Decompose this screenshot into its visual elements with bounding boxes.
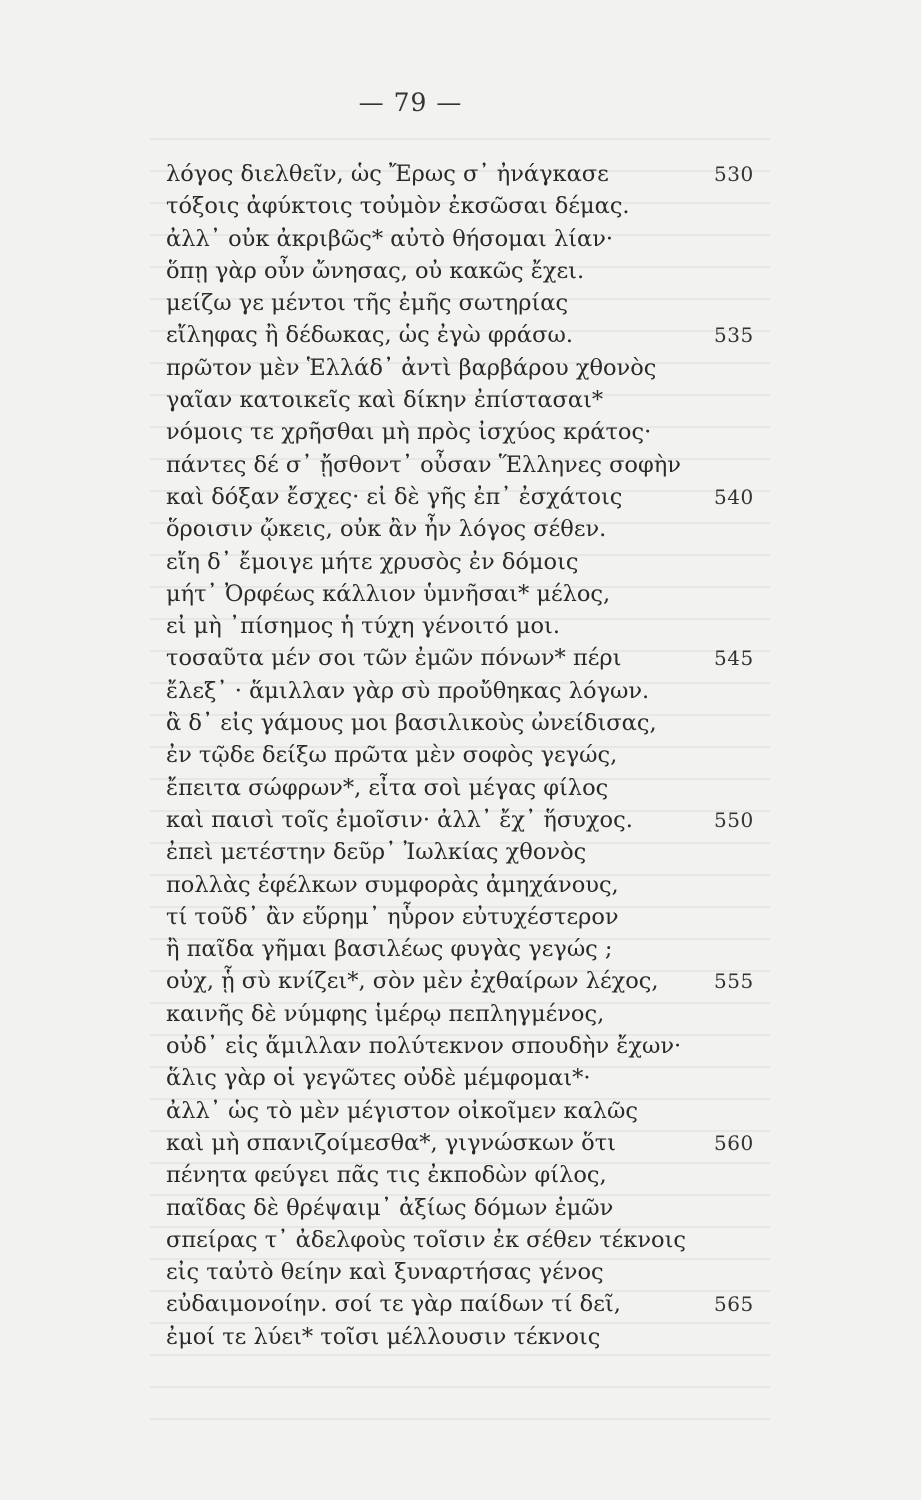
- line-number: 540: [714, 484, 754, 509]
- verse-line: [166, 965, 766, 997]
- verse-line: [166, 869, 766, 901]
- verse-text: ἐν τῷδε δείξω πρῶτα μὲν σοφὸς γεγώς,: [166, 742, 618, 769]
- line-number: 535: [714, 323, 754, 348]
- verse-line: [166, 1159, 766, 1191]
- verse-text: ἐμοί τε λύει* τοῖσι μέλλουσιν τέκνοις: [166, 1323, 601, 1350]
- verse-text: μήτ᾽ Ὀρφέως κάλλιον ὑμνῆσαι* μέλος,: [166, 580, 611, 607]
- verse-text: εἴληφας ἢ δέδωκας, ὡς ἐγὼ φράσω.: [166, 322, 573, 349]
- verse-line: [166, 1095, 766, 1127]
- verse-text: τί τοῦδ᾽ ἂν εὕρημ᾽ ηὗρον εὐτυχέστερον: [166, 903, 619, 930]
- verse-text: καὶ παισὶ τοῖς ἐμοῖσιν· ἀλλ᾽ ἔχ᾽ ἥσυχος.: [166, 806, 633, 833]
- verse-text: τόξοις ἀφύκτοις τοὐμὸν ἐκσῶσαι δέμας.: [166, 193, 630, 220]
- page-number: — 79 —: [358, 88, 463, 117]
- verse-block: [166, 158, 766, 1353]
- verse-line: [166, 1192, 766, 1224]
- verse-line: [166, 223, 766, 255]
- verse-text: λόγος διελθεῖν, ὡς Ἔρως σ᾽ ἠνάγκασε: [166, 161, 609, 187]
- verse-text: παῖδας δὲ θρέψαιμ᾽ ἀξίως δόμων ἐμῶν: [166, 1194, 614, 1221]
- line-number: 560: [714, 1130, 754, 1155]
- verse-line: [166, 449, 766, 481]
- verse-line: [166, 255, 766, 287]
- verse-line: [166, 546, 766, 578]
- verse-line: [166, 933, 766, 965]
- verse-text: οὐδ᾽ εἰς ἅμιλλαν πολύτεκνον σπουδὴν ἔχων·: [166, 1033, 682, 1060]
- verse-line: [166, 1030, 766, 1062]
- verse-text: τοσαῦτα μέν σοι τῶν ἐμῶν πόνων* πέρι: [166, 645, 622, 672]
- verse-text: ἔλεξ᾽ · ἅμιλλαν γὰρ σὺ προὔθηκας λόγων.: [166, 677, 650, 704]
- verse-line: [166, 642, 766, 674]
- verse-text: καὶ μὴ σπανιζοίμεσθα*, γιγνώσκων ὅτι: [166, 1129, 616, 1156]
- verse-text: ἐπεὶ μετέστην δεῦρ᾽ Ἰωλκίας χθονὸς: [166, 839, 587, 866]
- verse-text: εἰ μὴ ᾽πίσημος ἡ τύχη γένοιτό μοι.: [166, 613, 560, 640]
- verse-text: πρῶτον μὲν Ἑλλάδ᾽ ἀντὶ βαρβάρου χθονὸς: [166, 354, 657, 381]
- verse-text: εἴη δ᾽ ἔμοιγε μήτε χρυσὸς ἐν δόμοις: [166, 548, 579, 575]
- verse-text: ὅπῃ γὰρ οὖν ὤνησας, οὐ κακῶς ἔχει.: [166, 257, 585, 284]
- line-number: 565: [714, 1292, 754, 1317]
- line-number: 550: [714, 807, 754, 832]
- line-number: 530: [714, 162, 754, 186]
- verse-line: [166, 675, 766, 707]
- verse-line: [166, 190, 766, 222]
- verse-text: ἀλλ᾽ οὐκ ἀκριβῶς* αὐτὸ θήσομαι λίαν·: [166, 225, 614, 252]
- verse-line: [166, 1256, 766, 1288]
- verse-text: πολλὰς ἐφέλκων συμφορὰς ἀμηχάνους,: [166, 871, 619, 898]
- line-number: 545: [714, 646, 754, 671]
- verse-text: εἰς ταὐτὸ θείην καὶ ξυναρτήσας γένος: [166, 1259, 604, 1286]
- verse-line: [166, 1062, 766, 1094]
- verse-line: [166, 804, 766, 836]
- verse-text: ὅροισιν ᾤκεις, οὐκ ἂν ἦν λόγος σέθεν.: [166, 516, 607, 543]
- verse-line: [166, 287, 766, 319]
- verse-line: [166, 578, 766, 610]
- verse-text: οὐχ, ᾗ σὺ κνίζει*, σὸν μὲν ἐχθαίρων λέχος,: [166, 968, 659, 995]
- verse-line: [166, 707, 766, 739]
- verse-line: [166, 772, 766, 804]
- verse-text: ἔπειτα σώφρων*, εἶτα σοὶ μέγας φίλος: [166, 774, 609, 801]
- verse-text: εὐδαιμονοίην. σοί τε γὰρ παίδων τί δεῖ,: [166, 1291, 621, 1318]
- verse-text: ἃ δ᾽ εἰς γάμους μοι βασιλικοὺς ὠνείδισας,: [166, 710, 657, 737]
- verse-text: καὶ δόξαν ἔσχες· εἰ δὲ γῆς ἐπ᾽ ἐσχάτοις: [166, 483, 623, 510]
- verse-line: [166, 1321, 766, 1353]
- verse-line: [166, 901, 766, 933]
- verse-text: ἅλις γὰρ οἱ γεγῶτες οὐδὲ μέμφομαι*·: [166, 1065, 591, 1092]
- verse-text: μείζω γε μέντοι τῆς ἐμῆς σωτηρίας: [166, 290, 569, 317]
- verse-line: [166, 352, 766, 384]
- verse-line: [166, 836, 766, 868]
- verse-line: [166, 1127, 766, 1159]
- verse-text: σπείρας τ᾽ ἀδελφοὺς τοῖσιν ἐκ σέθεν τέκνοις: [166, 1226, 687, 1253]
- verse-text: νόμοις τε χρῆσθαι μὴ πρὸς ἰσχύος κράτος·: [166, 419, 652, 446]
- verse-line: [166, 481, 766, 513]
- verse-line: [166, 1288, 766, 1320]
- verse-text: ἀλλ᾽ ὡς τὸ μὲν μέγιστον οἰκοῖμεν καλῶς: [166, 1097, 638, 1124]
- verse-text: πάντες δέ σ᾽ ᾔσθοντ᾽ οὖσαν Ἕλληνες σοφὴν: [166, 451, 681, 478]
- verse-line: [166, 319, 766, 351]
- line-number: 555: [714, 969, 754, 994]
- verse-text: πένητα φεύγει πᾶς τις ἐκποδὼν φίλος,: [166, 1162, 607, 1189]
- verse-text: γαῖαν κατοικεῖς καὶ δίκην ἐπίστασαι*: [166, 387, 604, 414]
- verse-line: [166, 1224, 766, 1256]
- verse-line: [166, 513, 766, 545]
- verse-line: [166, 416, 766, 448]
- verse-line: [166, 384, 766, 416]
- verse-text: καινῆς δὲ νύμφης ἱμέρῳ πεπληγμένος,: [166, 1000, 605, 1027]
- verse-text: ἢ παῖδα γῆμαι βασιλέως φυγὰς γεγώς ;: [166, 936, 613, 963]
- verse-line: [166, 610, 766, 642]
- verse-line: [166, 158, 766, 190]
- verse-line: [166, 739, 766, 771]
- verse-line: [166, 998, 766, 1030]
